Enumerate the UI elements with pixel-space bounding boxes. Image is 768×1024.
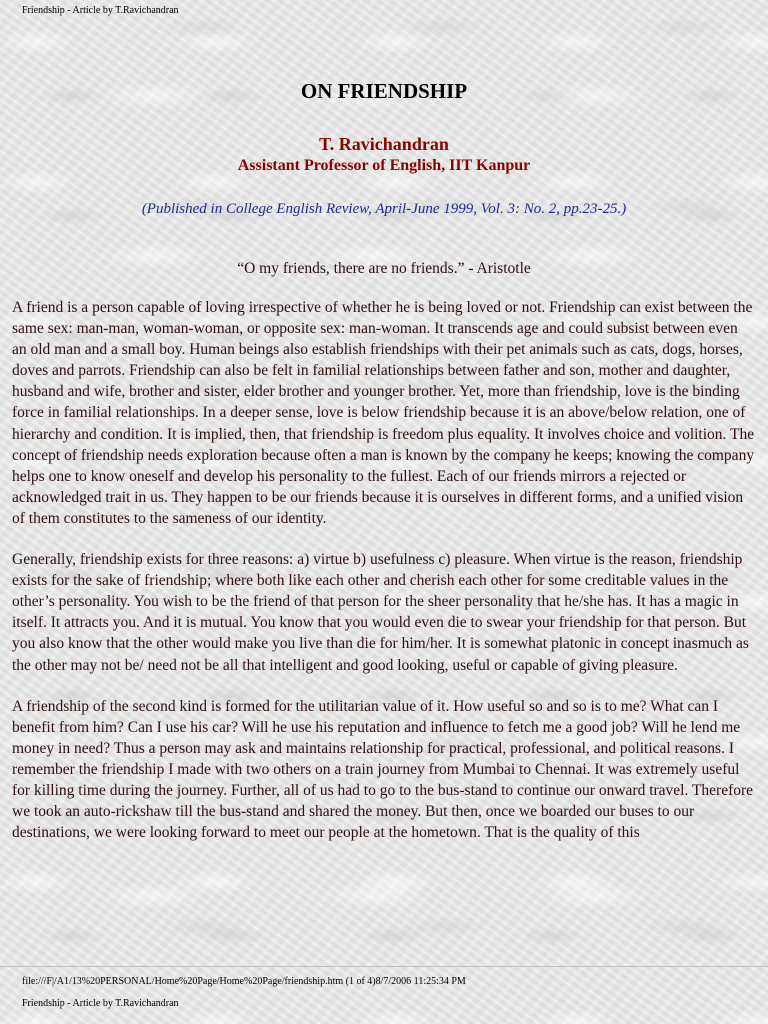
author-affiliation: Assistant Professor of English, IIT Kanpur — [237, 157, 531, 174]
publication-note: (Published in College English Review, April-June 1999, Vol. 3: No. 2, pp.23-25.) — [141, 201, 627, 217]
paragraph-2: Generally, friendship exists for three reasons: a) virtue b) usefulness c) pleasure. When virtue is the reason, friendship exists for the sake of friendship; where both like each other and cherish each other for some creditable values in the other’s personality. You wish to be the friend of that person for the sheer personality that he/she has. It has a magic in itself. It attracts you. And it is mutual. You know that you would even die to swear your friendship for that person. But you also know that the other would make you live than die for him/her. It is somewhat platonic in concept inasmuch as the other may not be/ need not be all that intelligent and good looking, useful or capable of giving pleasure. — [12, 551, 749, 674]
next-page-header-label: Friendship - Article by T.Ravichandran — [22, 998, 179, 1009]
paragraph-1: A friend is a person capable of loving irrespective of whether he is being loved or not. Friendship can exist between the same sex: man-man, woman-woman, or opposite sex: man-woman. It transcends age and could subsist between even an old man and a small boy. Human beings also establish friendships with their pet animals such as cats, dogs, horses, doves and parrots. Friendship can also be felt in familial relationships between father and son, mother and daughter, husband and wife, brother and sister, elder brother and younger brother. Yet, more than friendship, love is the binding force in familial relationships. In a deeper sense, love is below friendship because it is an above/below relation, one of hierarchy and condition. It is implied, then, that friendship is freedom plus equality. It involves choice and volition. The concept of friendship needs exploration because often a man is known by the company he keeps; knowing the company helps one to know oneself and develop his personality to the fullest. Each of our friends mirrors a rejected or acknowledged trait in us. They happen to be our friends because it is ourselves in different forms, and a unified vision of them constitutes to the sameness of our identity. — [12, 299, 755, 527]
page-footer-path: file:///F|/A1/13%20PERSONAL/Home%20Page/Home%20Page/friendship.htm (1 of 4)8/7/2006 11:25:34 PM — [22, 976, 466, 987]
page-header-label: Friendship - Article by T.Ravichandran — [22, 5, 179, 16]
epigraph-quote: “O my friends, there are no friends.” - Aristotle — [237, 260, 531, 277]
article-author: T. Ravichandran — [319, 134, 449, 154]
footer-divider — [0, 966, 768, 967]
article-title: ON FRIENDSHIP — [300, 79, 468, 103]
article-body — [12, 78, 756, 843]
paragraph-3: A friendship of the second kind is formed for the utilitarian value of it. How useful so and so is to me? What can I benefit from him? Can I use his car? Will he use his reputation and influence to fetch me a good job? Will he lend me money in need? Thus a person may ask and maintains relationship for practical, professional, and political reasons. I remember the friendship I made with two others on a train journey from Mumbai to Chennai. It was extremely useful for killing time during the journey. Further, all of us had to go to the bus-stand to continue our onward travel. Therefore we took an auto-rickshaw till the bus-stand and shared the money. But then, once we boarded our buses to our destinations, we were looking forward to meet our people at the hometown. That is the quality of this — [12, 697, 754, 842]
